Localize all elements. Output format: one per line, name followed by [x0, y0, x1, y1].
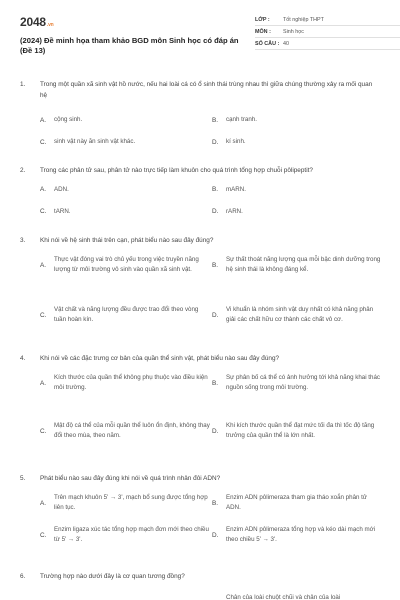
- info-label: LỚP :: [255, 16, 270, 23]
- option-text: Sự thất thoát năng lượng qua mỗi bậc dinh dưỡng trong hệ sinh thái là không đáng kể.: [226, 255, 381, 273]
- option-text: Enzim ADN pôlimeraza tham gia tháo xoắn phân tử ADN.: [226, 493, 368, 511]
- option-letter: B.: [212, 379, 219, 387]
- option-text: Vi khuẩn là nhóm sinh vật duy nhất có khả năng phân giải các chất hữu cơ thành các chất vô cơ.: [226, 305, 374, 323]
- logo-main: 2048: [20, 15, 46, 29]
- option-text: mARN.: [226, 185, 246, 193]
- question-number: 4.: [20, 355, 26, 362]
- option-c[interactable]: [40, 421, 210, 442]
- question-number: 2.: [20, 167, 26, 174]
- header: [20, 12, 380, 62]
- option-a[interactable]: [40, 255, 210, 276]
- logo-suffix: .vn: [46, 22, 54, 28]
- option-text: Khi kích thước quần thể đạt mức tối đa thì tốc độ tăng trưởng của quần thể là lớn nhất.: [226, 421, 375, 439]
- page-title: (2024) Đề minh họa tham khảo BGD môn Sinh học có đáp án (Đề 13): [20, 36, 239, 55]
- option-b[interactable]: [212, 373, 382, 394]
- info-row-class: [255, 14, 400, 26]
- option-a[interactable]: [40, 373, 210, 394]
- option-text: kí sinh.: [226, 138, 246, 145]
- option-letter: D.: [212, 208, 219, 216]
- option-letter: A.: [40, 379, 47, 387]
- info-value: Sinh học: [283, 28, 304, 35]
- option-d[interactable]: [212, 207, 382, 218]
- option-letter: B.: [212, 186, 219, 194]
- info-row-subject: [255, 26, 400, 38]
- question-text: Khi nói về hệ sinh thái trên cạn, phát biểu nào sau đây đúng?: [40, 237, 214, 244]
- option-letter: B.: [212, 116, 219, 124]
- option-letter: C.: [40, 138, 47, 146]
- question-5: [20, 474, 380, 543]
- option-b[interactable]: [212, 115, 382, 126]
- option-letter: A.: [40, 499, 47, 507]
- option-a[interactable]: [40, 493, 210, 514]
- option-b[interactable]: [212, 255, 382, 276]
- option-c[interactable]: [40, 525, 210, 546]
- question-text: Khi nói về các đặc trưng cơ bản của quần thể sinh vật, phát biểu nào sau đây đúng?: [40, 355, 280, 362]
- option-b[interactable]: [212, 185, 382, 196]
- question-number: 3.: [20, 237, 26, 244]
- option-letter: A.: [40, 186, 47, 194]
- option-letter: D.: [212, 311, 219, 319]
- option-d[interactable]: [212, 421, 382, 442]
- option-b[interactable]: [212, 493, 382, 514]
- option-text: Mật độ cá thể của mỗi quần thể luôn ổn định, không thay đổi theo mùa, theo năm.: [54, 421, 210, 439]
- option-letter: B.: [212, 261, 219, 269]
- option-letter: C.: [40, 531, 47, 539]
- option-text: Kích thước của quần thể không phụ thuộc vào điều kiện môi trường.: [54, 373, 208, 391]
- question-stem: [20, 474, 380, 485]
- option-text: tARN.: [54, 207, 71, 215]
- option-text: Sự phân bố cá thể có ảnh hưởng tới khả năng khai thác nguồn sống trong môi trường.: [226, 373, 381, 391]
- question-3: [20, 236, 381, 323]
- option-c[interactable]: [40, 137, 210, 148]
- option-b[interactable]: [212, 593, 382, 600]
- option-text: Enzim ligaza xúc tác tổng hợp mạch đơn mới theo chiều từ 5' → 3'.: [54, 525, 209, 543]
- question-text: Trong các phân tử sau, phân tử nào trực tiếp làm khuôn cho quá trình tổng hợp chuỗi pôlipeptit?: [40, 167, 313, 174]
- option-d[interactable]: [212, 525, 382, 546]
- option-text: ADN.: [54, 185, 69, 193]
- question-1: [20, 80, 380, 146]
- question-stem: [20, 80, 380, 101]
- option-text: sinh vật này ăn sinh vật khác.: [54, 138, 136, 145]
- option-letter: B.: [212, 499, 219, 507]
- info-label: SỐ CÂU :: [255, 40, 280, 47]
- option-text: rARN.: [226, 207, 243, 215]
- option-d[interactable]: [212, 137, 382, 148]
- option-text: Enzim ADN pôlimeraza tổng hợp và kéo dài mạch mới theo chiều 5' → 3'.: [226, 525, 376, 543]
- option-letter: C.: [40, 208, 47, 216]
- option-text: cạnh tranh.: [226, 116, 257, 123]
- question-stem: [20, 166, 380, 177]
- option-letter: A.: [40, 116, 47, 124]
- question-text: Trong một quần xã sinh vật hồ nước, nếu hai loài cá có ổ sinh thái trùng nhau thì giữa chúng thường xảy ra mối quan hệ: [40, 81, 373, 99]
- option-text: Vật chất và năng lượng đều được trao đổi theo vòng tuần hoàn kín.: [54, 305, 199, 323]
- question-4: [20, 354, 381, 439]
- option-a[interactable]: [40, 115, 210, 126]
- question-stem: [20, 236, 380, 247]
- info-value: Tốt nghiệp THPT: [283, 16, 324, 23]
- option-letter: C.: [40, 427, 47, 435]
- question-number: 1.: [20, 81, 26, 88]
- option-letter: D.: [212, 531, 219, 539]
- info-label: MÔN :: [255, 28, 271, 35]
- option-letter: D.: [212, 427, 219, 435]
- exam-info-panel: [255, 14, 400, 50]
- option-letter: D.: [212, 138, 219, 146]
- info-value: 40: [283, 40, 289, 47]
- option-d[interactable]: [212, 305, 382, 326]
- option-text: cộng sinh.: [54, 116, 83, 123]
- question-number: 6.: [20, 573, 26, 580]
- info-row-count: [255, 38, 400, 50]
- question-text: Phát biểu nào sau đây đúng khi nói về quá trình nhân đôi ADN?: [40, 475, 221, 482]
- question-text: Trường hợp nào dưới đây là cơ quan tương đồng?: [40, 573, 185, 580]
- site-logo[interactable]: [20, 15, 54, 29]
- option-text: Trên mạch khuôn 5' → 3', mạch bổ sung được tổng hợp liên tục.: [54, 493, 208, 511]
- option-c[interactable]: [40, 207, 210, 218]
- option-letter: C.: [40, 311, 47, 319]
- question-stem: [20, 572, 380, 583]
- question-6: [20, 572, 380, 600]
- question-stem: [20, 354, 380, 365]
- option-text: Chân của loài chuột chũi và chân của loài: [226, 593, 341, 600]
- question-2: [20, 166, 380, 216]
- option-text: Thực vật đóng vai trò chủ yếu trong việc truyền năng lượng từ môi trường vô sinh vào quần xã sinh vật.: [54, 255, 199, 273]
- option-letter: A.: [40, 261, 47, 269]
- question-number: 5.: [20, 475, 26, 482]
- option-a[interactable]: [40, 185, 210, 196]
- option-c[interactable]: [40, 305, 210, 326]
